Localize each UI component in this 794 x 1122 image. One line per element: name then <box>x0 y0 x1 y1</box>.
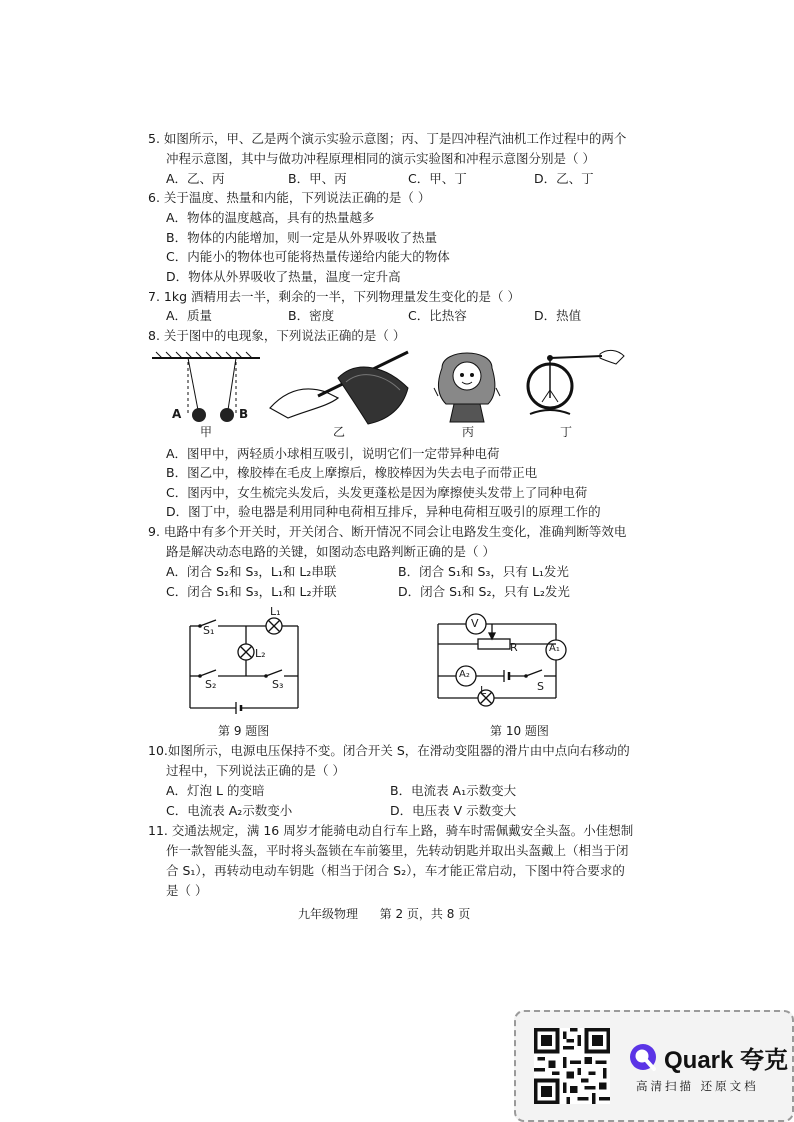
q9-option-c: C．闭合 S₁和 S₃，L₁和 L₂并联 <box>166 584 337 599</box>
q5-option-a: A．乙、丙 <box>166 171 225 186</box>
quark-watermark-card[interactable] <box>514 1010 794 1122</box>
q9-option-d: D．闭合 S₁和 S₂，只有 L₂发光 <box>398 584 570 599</box>
q8-stem: 8. 关于图中的电现象，下列说法正确的是（ ） <box>148 328 406 343</box>
fig8-label-jia: 甲 <box>200 425 213 439</box>
fig9-circuit <box>186 604 306 716</box>
q5-option-d: D．乙、丁 <box>534 171 594 186</box>
fig9-caption: 第 9 题图 <box>218 724 270 738</box>
q11-stem-line4: 是（ ） <box>166 883 208 898</box>
q6-stem: 6. 关于温度、热量和内能，下列说法正确的是（ ） <box>148 190 431 205</box>
q8-option-c: C．图丙中，女生梳完头发后，头发更蓬松是因为摩擦使头发带上了同种电荷 <box>166 485 588 500</box>
q9-option-a: A．闭合 S₂和 S₃，L₁和 L₂串联 <box>166 564 337 579</box>
quark-logo-icon <box>628 1042 658 1072</box>
q6-option-c: C．内能小的物体也可能将热量传递给内能大的物体 <box>166 249 450 264</box>
q9-option-b: B．闭合 S₁和 S₃，只有 L₁发光 <box>398 564 569 579</box>
fig10-label-s: S <box>537 680 544 693</box>
q10-option-b: B．电流表 A₁示数变大 <box>390 783 517 798</box>
fig8-ding-electroscope <box>520 348 630 428</box>
q9-stem-line2: 路是解决动态电路的关键，如图动态电路判断正确的是（ ） <box>166 544 495 559</box>
q7-option-d: D．热值 <box>534 308 582 323</box>
q5-stem-line1: 5. 如图所示，甲、乙是两个演示实验示意图；丙、丁是四冲程汽油机工作过程中的两个 <box>148 131 627 146</box>
q6-option-d: D．物体从外界吸收了热量，温度一定升高 <box>166 269 401 284</box>
qr-code-icon[interactable] <box>534 1028 610 1104</box>
fig10-label-v: V <box>471 617 479 630</box>
q11-stem-line3: 合 S₁），再转动电动车钥匙（相当于闭合 S₂），车才能正常启动，下图中符合要求的 <box>166 863 625 878</box>
q11-stem-line1: 11. 交通法规定，满 16 周岁才能骑电动自行车上路，骑车时需佩戴安全头盔。小佳想制 <box>148 823 634 838</box>
q10-option-a: A．灯泡 L 的变暗 <box>166 783 265 798</box>
q10-stem-line2: 过程中，下列说法正确的是（ ） <box>166 763 345 778</box>
q10-option-d: D．电压表 V 示数变大 <box>390 803 517 818</box>
fig9-label-l1: L₁ <box>270 605 281 618</box>
quark-brand-name: Quark 夸克 <box>664 1047 789 1074</box>
fig10-caption: 第 10 题图 <box>490 724 549 738</box>
q9-stem-line1: 9. 电路中有多个开关时，开关闭合、断开情况不同会让电路发生变化，准确判断等效电 <box>148 524 627 539</box>
fig10-circuit <box>434 612 570 712</box>
q11-stem-line2: 作一款智能头盔，平时将头盔锁在车前篓里，先转动钥匙并取出头盔戴上（相当于闭 <box>166 843 629 858</box>
fig9-label-s3: S₃ <box>272 678 284 691</box>
q7-stem: 7. 1kg 酒精用去一半，剩余的一半，下列物理量发生变化的是（ ） <box>148 289 520 304</box>
q5-option-c: C．甲、丁 <box>408 171 467 186</box>
fig8-bing-girl-combing <box>432 348 502 426</box>
q8-option-a: A．图甲中，两轻质小球相互吸引，说明它们一定带异种电荷 <box>166 446 500 461</box>
footer-subject: 九年级物理 <box>298 907 359 921</box>
q7-option-a: A．质量 <box>166 308 213 323</box>
fig8-yi-rod-and-fur <box>268 348 418 428</box>
fig8-label-yi: 乙 <box>333 425 346 439</box>
fig10-label-l: L <box>480 684 487 697</box>
fig8-ball-b-label: B <box>239 407 249 421</box>
q8-option-b: B．图乙中，橡胶棒在毛皮上摩擦后，橡胶棒因为失去电子而带正电 <box>166 465 538 480</box>
fig8-ball-a-label: A <box>172 407 182 421</box>
fig10-label-r: R <box>510 641 518 654</box>
q5-option-b: B．甲、丙 <box>288 171 347 186</box>
fig9-label-l2: L₂ <box>255 647 266 660</box>
q6-option-a: A．物体的温度越高，具有的热量越多 <box>166 210 375 225</box>
page-footer <box>298 905 470 922</box>
q5-stem-line2: 冲程示意图，其中与做功冲程原理相同的演示实验图和冲程示意图分别是（ ） <box>166 151 595 166</box>
quark-tagline: 高清扫描 还原文档 <box>636 1079 759 1093</box>
fig8-label-ding: 丁 <box>560 425 573 439</box>
footer-page-number: 第 2 页，共 8 页 <box>379 907 471 921</box>
fig9-label-s2: S₂ <box>205 678 217 691</box>
fig8-label-bing: 丙 <box>462 425 475 439</box>
fig9-label-s1: S₁ <box>203 624 215 637</box>
q7-option-b: B．密度 <box>288 308 335 323</box>
q8-option-d: D．图丁中，验电器是利用同种电荷相互排斥，异种电荷相互吸引的原理工作的 <box>166 504 601 519</box>
q7-option-c: C．比热容 <box>408 308 467 323</box>
q10-option-c: C．电流表 A₂示数变小 <box>166 803 293 818</box>
fig10-label-a2: A₂ <box>459 669 470 680</box>
q10-stem-line1: 10.如图所示，电源电压保持不变。闭合开关 S，在滑动变阻器的滑片由中点向右移动的 <box>148 743 630 758</box>
q6-option-b: B．物体的内能增加，则一定是从外界吸收了热量 <box>166 230 438 245</box>
fig10-label-a1: A₁ <box>549 643 560 654</box>
